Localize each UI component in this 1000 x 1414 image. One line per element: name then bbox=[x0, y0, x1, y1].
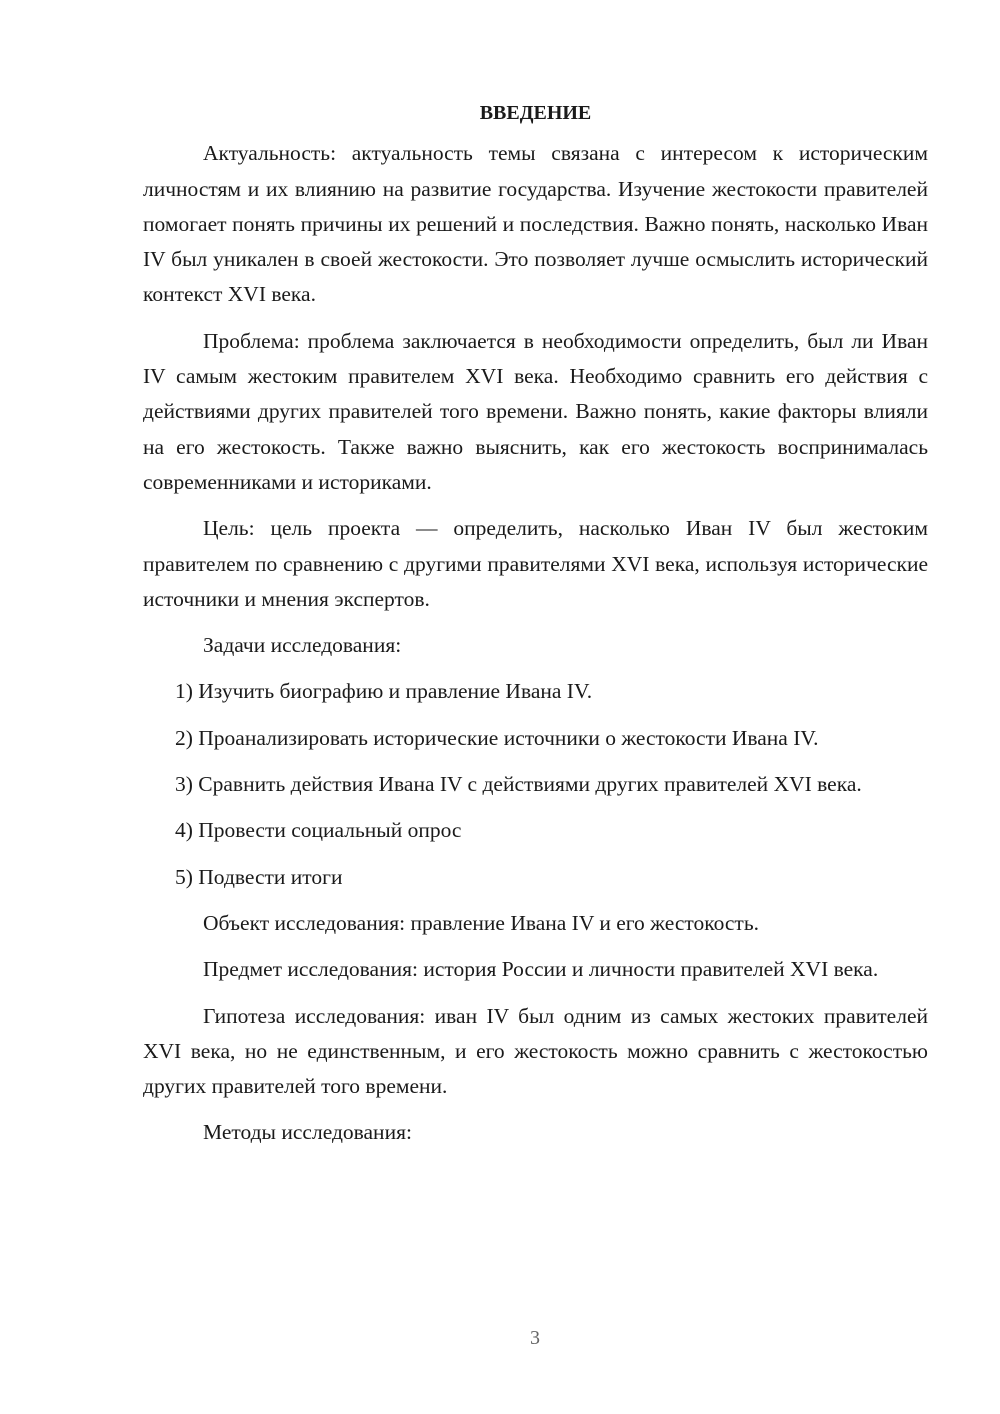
paragraph-relevance: Актуальность: актуальность темы связана с интересом к историческим личностям и их влиянию на развитие государства. Изучение жестокости правителей помогает понять причины их решений и последствия. Важно понять, насколько Иван IV был уникален в своей жестокости. Это позволяет лучше осмыслить исторический контекст XVI века. bbox=[143, 141, 928, 307]
paragraph-goal: Цель: цель проекта — определить, насколько Иван IV был жестоким правителем по сравнению с другими правителями XVI века, используя исторические источники и мнения экспертов. bbox=[143, 516, 928, 611]
task-item: 2) Проанализировать исторические источники о жестокости Ивана IV. bbox=[175, 725, 819, 750]
page-title: ВВЕДЕНИЕ bbox=[479, 102, 592, 124]
task-item: 4) Провести социальный опрос bbox=[175, 818, 462, 843]
page-number: 3 bbox=[530, 1327, 540, 1349]
paragraph-problem: Проблема: проблема заключается в необходимости определить, был ли Иван IV самым жестоким правителем XVI века. Необходимо сравнить его действия с действиями других правителей того времени. Важно понять, какие факторы влияли на его жестокость. Также важно выяснить, как его жестокость воспринималась современниками и историками. bbox=[143, 328, 928, 494]
task-item: 5) Подвести итоги bbox=[175, 864, 343, 889]
paragraph-methods: Методы исследования: bbox=[203, 1120, 412, 1145]
task-item: 1) Изучить биографию и правление Ивана IV. bbox=[175, 679, 593, 704]
document-body bbox=[143, 96, 928, 1162]
paragraph-subject: Предмет исследования: история России и личности правителей XVI века. bbox=[203, 957, 879, 982]
paragraph-object: Объект исследования: правление Ивана IV и его жестокость. bbox=[203, 910, 759, 935]
paragraph-tasks-heading: Задачи исследования: bbox=[203, 633, 402, 658]
paragraph-hypothesis: Гипотеза исследования: иван IV был одним из самых жестоких правителей XVI века, но не единственным, и его жестокость можно сравнить с жестокостью других правителей того времени. bbox=[143, 1003, 928, 1099]
task-item: 3) Сравнить действия Ивана IV с действиями других правителей XVI века. bbox=[175, 772, 862, 797]
